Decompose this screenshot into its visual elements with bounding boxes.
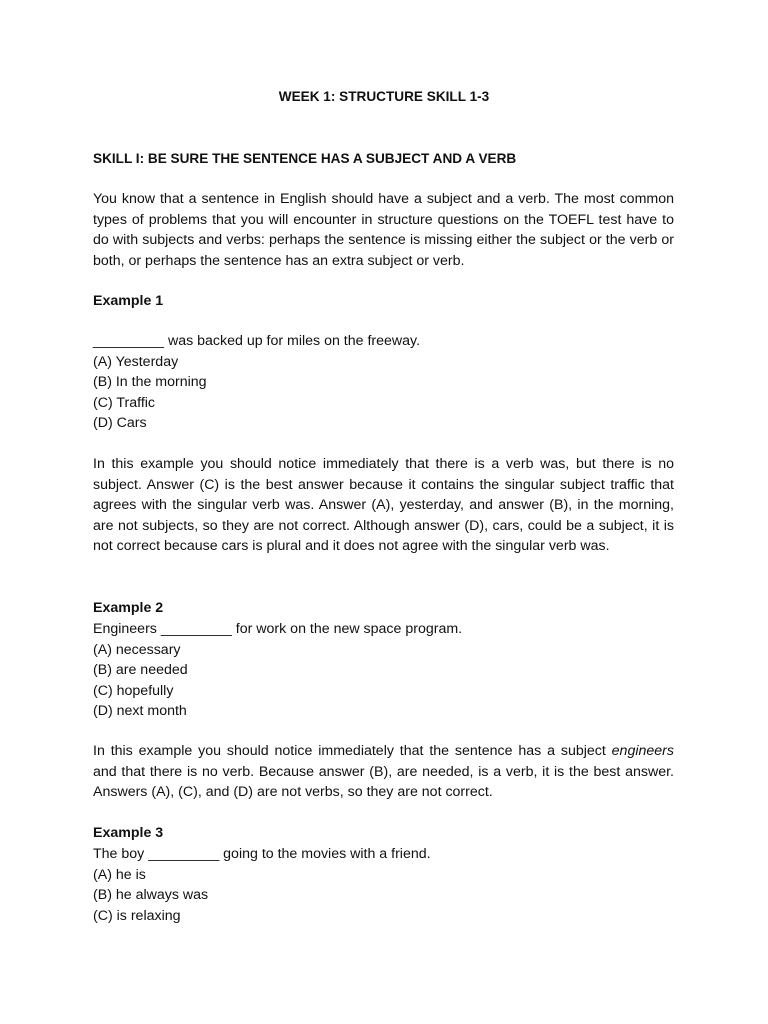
example-1-explanation: In this example you should notice immediately that there is a verb was, but there is no subject. Answer (C) is the best answer because it contains the singular subject traffic that agrees with the singular verb was. Answer (A), yesterday, and answer (B), in the morning, are not subjects, so they are not correct. Although answer (D), cars, could be a subject, it is not correct because cars is plural and it does not agree with the singular verb was. bbox=[93, 456, 674, 554]
example-3-label: Example 3 bbox=[93, 825, 164, 841]
example-3-option-b: (B) he always was bbox=[93, 887, 209, 903]
example-2-explanation bbox=[93, 741, 674, 803]
example-3-question: The boy _________ going to the movies with a friend. bbox=[93, 846, 431, 862]
example-2-question: Engineers _________ for work on the new space program. bbox=[93, 621, 463, 637]
example-2-option-d: (D) next month bbox=[93, 703, 187, 719]
example-3-option-c: (C) is relaxing bbox=[93, 907, 181, 924]
example-2-label: Example 2 bbox=[93, 600, 164, 616]
example-1-option-d: (D) Cars bbox=[93, 415, 147, 431]
example-1-option-a: (A) Yesterday bbox=[93, 353, 179, 370]
example-2-block bbox=[93, 619, 462, 722]
example-3-block bbox=[93, 844, 431, 926]
example-2-explanation-end: and that there is no verb. Because answer (B), are needed, is a verb, it is the best answer. Answers (A), (C), and (D) are not verbs, so they are not correct. bbox=[93, 763, 674, 800]
example-1-block bbox=[93, 331, 420, 434]
example-2-explanation-italic: engineers bbox=[611, 743, 674, 759]
example-2-option-b: (B) are needed bbox=[93, 662, 188, 678]
example-1-option-b: (B) In the morning bbox=[93, 374, 207, 390]
example-3-option-a: (A) he is bbox=[93, 866, 146, 883]
intro-paragraph: You know that a sentence in English should have a subject and a verb. The most common types of problems that you will encounter in structure questions on the TOEFL test have to do with subjects and verbs: perhaps the sentence is missing either the subject or the verb or both, or perhaps the sentence has an extra subject or verb. bbox=[93, 191, 674, 269]
example-1-option-c: (C) Traffic bbox=[93, 394, 156, 411]
example-2-explanation-start: In this example you should notice immediately that the sentence has a subject bbox=[93, 743, 612, 759]
example-1-label: Example 1 bbox=[93, 293, 164, 309]
example-2-option-a: (A) necessary bbox=[93, 641, 181, 658]
example-2-option-c: (C) hopefully bbox=[93, 682, 174, 699]
example-1-question: _________ was backed up for miles on the freeway. bbox=[93, 333, 421, 349]
skill-heading: SKILL I: BE SURE THE SENTENCE HAS A SUBJECT AND A VERB bbox=[93, 151, 517, 166]
document-title: WEEK 1: STRUCTURE SKILL 1-3 bbox=[278, 89, 490, 104]
